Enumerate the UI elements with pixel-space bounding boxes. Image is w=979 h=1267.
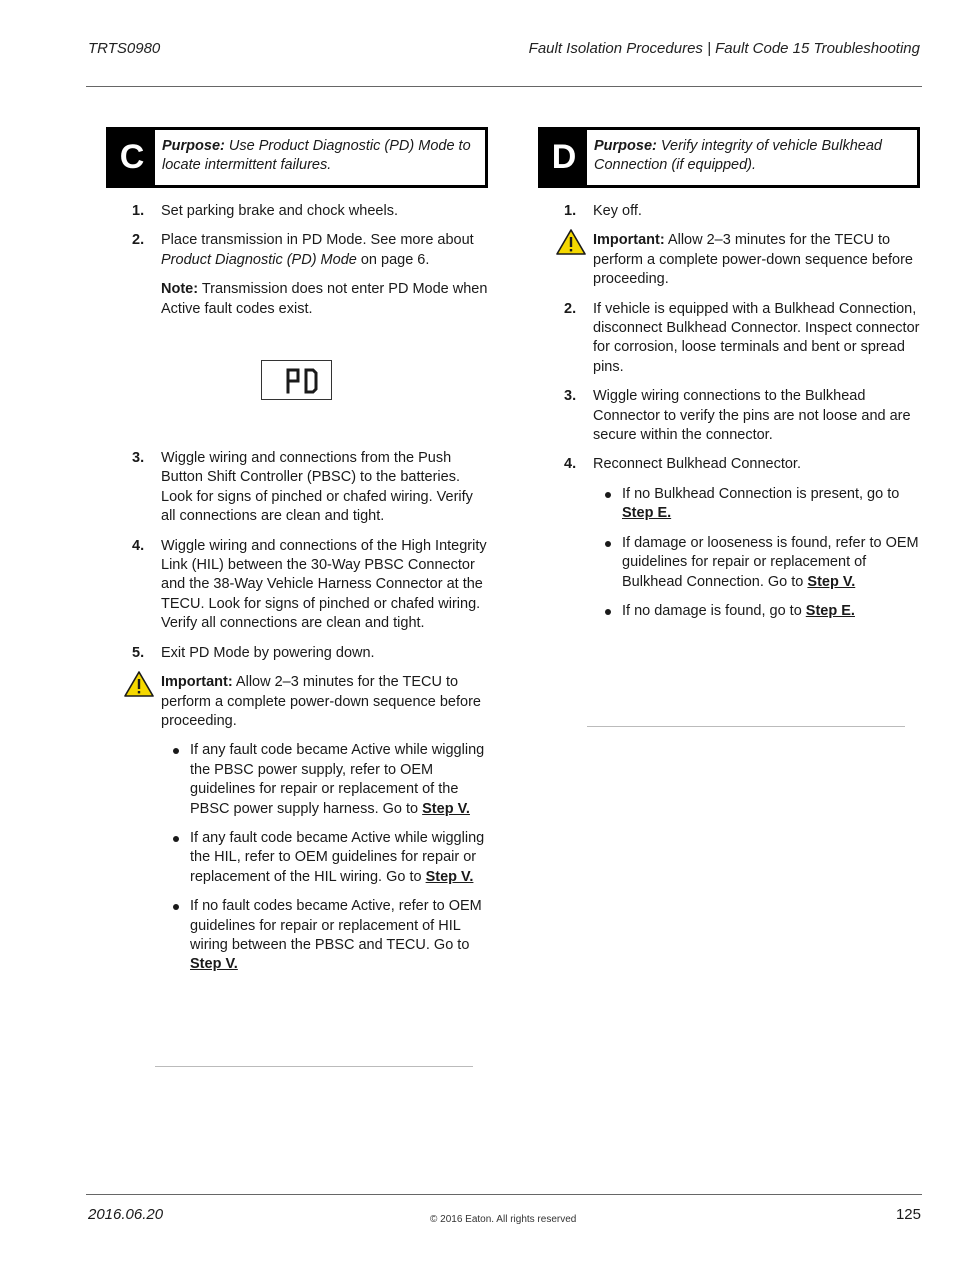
step-d-list xyxy=(538,202,920,621)
step-e-link[interactable]: Step E. xyxy=(622,505,672,522)
item-text: on page 6. xyxy=(356,251,430,268)
bullet-item xyxy=(190,897,488,975)
bullet-text: If no fault codes became Active, refer to OEM guidelines for repair or replacement of HIL wiring between the PBSC and TECU. Go to xyxy=(190,898,482,953)
step-c-header xyxy=(106,127,488,188)
item-text: Key off. xyxy=(593,203,642,219)
step-d-header xyxy=(538,127,920,188)
step-v-link[interactable]: Step V. xyxy=(425,868,474,885)
item-number: 2. xyxy=(564,300,577,317)
list-item xyxy=(106,537,488,634)
pd-display-icon xyxy=(262,361,333,401)
item-number: 4. xyxy=(564,456,577,473)
item-number: 1. xyxy=(132,203,145,219)
bullet-item xyxy=(622,534,920,592)
item-text: Wiggle wiring and connections from the Push Button Shift Controller (PBSC) to the batteries. Look for signs of pinched or chafed wiring. Verify all connections are clean and tight. xyxy=(161,450,473,525)
pd-display xyxy=(261,360,332,400)
footer-date: 2016.06.20 xyxy=(88,1206,164,1223)
item-text: If vehicle is equipped with a Bulkhead Connection, disconnect Bulkhead Connector. Inspect connector for corrosion, loose terminals and bent or spread pins. xyxy=(593,300,920,375)
purpose-text xyxy=(587,130,917,185)
step-letter: D xyxy=(551,138,577,176)
step-v-link[interactable]: Step V. xyxy=(422,800,470,817)
important-note xyxy=(106,673,488,731)
note-text: Transmission does not enter PD Mode when Active fault codes exist. xyxy=(161,281,488,317)
bullet-item xyxy=(190,829,488,887)
item-number: 3. xyxy=(564,388,577,405)
list-item xyxy=(106,231,488,319)
step-c-list xyxy=(106,202,488,975)
step-v-link[interactable]: Step V. xyxy=(190,956,238,973)
warning-icon xyxy=(556,229,586,255)
item-number: 3. xyxy=(132,450,145,467)
item-text: Exit PD Mode by powering down. xyxy=(161,644,375,661)
step-v-link[interactable]: Step V. xyxy=(807,573,856,590)
section-title: Fault Isolation Procedures | Fault Code 15 Troubleshooting xyxy=(528,40,920,57)
list-item xyxy=(538,202,920,221)
bullet-text: If no Bulkhead Connection is present, go to xyxy=(622,485,900,502)
step-d-column xyxy=(538,127,920,631)
step-c-end-rule xyxy=(155,1066,473,1067)
important-text: Allow 2–3 minutes for the TECU to perform a complete power-down sequence before proceeding. xyxy=(593,232,913,288)
step-d-end-rule xyxy=(587,726,905,727)
important-label: Important: xyxy=(161,674,233,691)
footer-copyright: © 2016 Eaton. All rights reserved xyxy=(430,1214,577,1225)
page-number: 125 xyxy=(895,1206,921,1223)
item-reference: Product Diagnostic (PD) Mode xyxy=(161,251,357,268)
list-item xyxy=(538,300,920,378)
list-item xyxy=(538,387,920,445)
item-number: 4. xyxy=(132,537,145,554)
pd-display-text: PD xyxy=(297,399,299,401)
item-text: Set parking brake and chock wheels. xyxy=(161,203,398,219)
bullet-list xyxy=(106,741,488,974)
bullet-text: If no damage is found, go to xyxy=(622,602,806,619)
list-item xyxy=(106,449,488,527)
purpose-body: Verify integrity of vehicle Bulkhead Connection (if equipped). xyxy=(594,138,882,173)
step-c-column xyxy=(106,127,488,985)
pd-display-area xyxy=(106,329,488,449)
note-label: Note: xyxy=(161,281,199,298)
item-number: 2. xyxy=(132,232,145,249)
bullet-text: If any fault code became Active while wiggling the PBSC power supply, refer to OEM guidelines for repair or replacement of the PBSC power supply harness. Go to xyxy=(190,742,485,817)
bullet-item xyxy=(190,741,488,819)
footer-rule xyxy=(86,1194,922,1195)
bullet-text: If damage or looseness is found, refer to OEM guidelines for repair or replacement of Bulkhead Connection. Go to xyxy=(622,534,919,590)
list-item xyxy=(106,644,488,663)
note xyxy=(161,280,488,319)
list-item xyxy=(538,455,920,474)
bullet-item xyxy=(622,485,920,524)
bullet-item xyxy=(622,602,920,621)
purpose-label: Purpose: xyxy=(594,138,657,154)
header-rule xyxy=(86,86,922,87)
purpose-text xyxy=(155,130,485,185)
item-number: 5. xyxy=(132,644,145,661)
bullet-list xyxy=(538,485,920,621)
doc-id: TRTS0980 xyxy=(88,40,161,57)
warning-icon xyxy=(124,671,154,697)
step-e-link[interactable]: Step E. xyxy=(805,602,855,619)
item-text: Reconnect Bulkhead Connector. xyxy=(593,456,801,473)
item-text: Wiggle wiring connections to the Bulkhead Connector to verify the pins are not loose and are secure within the connector. xyxy=(593,388,911,444)
important-text: Allow 2–3 minutes for the TECU to perform a complete power-down sequence before proceeding. xyxy=(161,674,481,729)
important-label: Important: xyxy=(593,232,665,249)
purpose-label: Purpose: xyxy=(162,138,225,154)
list-item xyxy=(106,202,488,221)
item-text: Place transmission in PD Mode. See more about xyxy=(161,232,474,249)
important-note xyxy=(538,231,920,289)
item-text: Wiggle wiring and connections of the High Integrity Link (HIL) between the 30-Way PBSC Connector and the 38-Way Vehicle Harness Connector at the TECU. Look for signs of pinched or chafed wiring. Verify all connections are clean and tight. xyxy=(161,537,487,632)
bullet-text: If any fault code became Active while wiggling the HIL, refer to OEM guidelines for repair or replacement of the HIL wiring. Go to xyxy=(190,829,485,885)
item-number: 1. xyxy=(564,203,577,219)
purpose-body: Use Product Diagnostic (PD) Mode to locate intermittent failures. xyxy=(162,138,471,173)
step-letter: C xyxy=(119,138,145,176)
